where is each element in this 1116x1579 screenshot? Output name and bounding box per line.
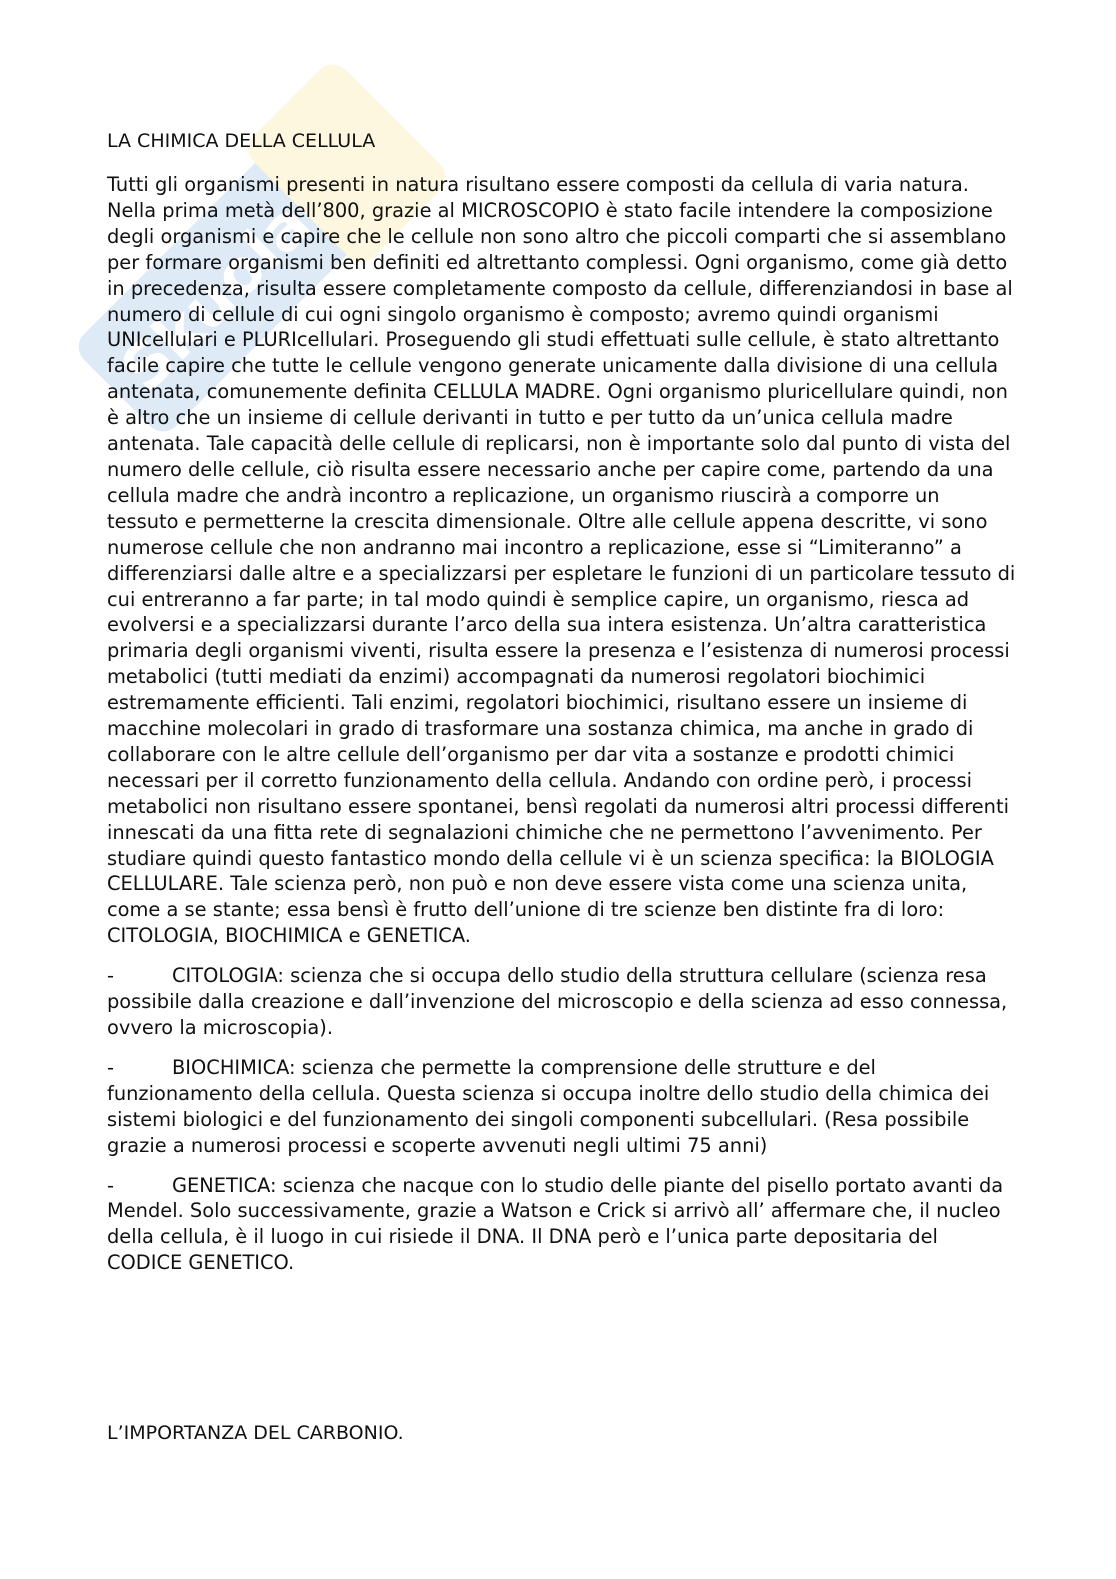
list-item-genetica: [107, 1173, 1017, 1277]
list-item-citologia: [107, 963, 1017, 1041]
bullet-dash: -: [107, 1173, 114, 1197]
intro-paragraph: Tutti gli organismi presenti in natura risultano essere composti da cellula di varia natura. Nella prima metà dell’800, grazie al MICROSCOPIO è stato facile intendere la composizione degli organismi e capire che le cellule non sono altro che piccoli comparti che si assemblano per formare organismi ben definiti ed altrettanto complessi. Ogni organismo, come già detto in precedenza, risulta essere completamente composto da cellule, differenziandosi in base al numero di cellule di cui ogni singolo organismo è composto; avremo quindi organismi UNIcellulari e PLURIcellulari. Proseguendo gli studi effettuati sulle cellule, è stato altrettanto facile capire che tutte le cellule vengono generate unicamente dalla divisione di una cellula antenata, comunemente definita CELLULA MADRE. Ogni organismo pluricellulare quindi, non è altro che un insieme di cellule derivanti in tutto e per tutto da un’unica cellula madre antenata. Tale capacità delle cellule di replicarsi, non è importante solo dal punto di vista del numero delle cellule, ciò risulta essere necessario anche per capire come, partendo da una cellula madre che andrà incontro a replicazione, un organismo riuscirà a comporre un tessuto e permetterne la crescita dimensionale. Oltre alle cellule appena descritte, vi sono numerose cellule che non andranno mai incontro a replicazione, esse si “Limiteranno” a differenziarsi dalle altre e a specializzarsi per espletare le funzioni di un particolare tessuto di cui entreranno a far parte; in tal modo quindi è semplice capire, un organismo, riesca ad evolversi e a specializzarsi durante l’arco della sua intera esistenza. Un’altra caratteristica primaria degli organismi viventi, risulta essere la presenza e l’esistenza di numerosi processi metabolici (tutti mediati da enzimi) accompagnati da numerosi regolatori biochimici estremamente efficienti. Tali enzimi, regolatori biochimici, risultano essere un insieme di macchine molecolari in grado di trasformare una sostanza chimica, ma anche in grado di collaborare con le altre cellule dell’organismo per dar vita a sostanze e prodotti chimici necessari per il corretto funzionamento della cellula. Andando con ordine però, i processi metabolici non risultano essere spontanei, bensì regolati da numerosi altri processi differenti innescati da una fitta rete di segnalazioni chimiche che ne permettono l’avvenimento. Per studiare quindi questo fantastico mondo della cellule vi è un scienza specifica: la BIOLOGIA CELLULARE. Tale scienza però, non può e non deve essere vista come una scienza unita, come a se stante; essa bensì è frutto dell’unione di tre scienze ben distinte fra di loro: CITOLOGIA, BIOCHIMICA e GENETICA.: [107, 173, 1016, 948]
section-heading-carbonio: L’IMPORTANZA DEL CARBONIO.: [107, 1422, 404, 1444]
bullet-list: [107, 963, 1017, 1276]
list-item-biochimica: [107, 1055, 1017, 1159]
bullet-dash: -: [107, 1055, 114, 1079]
bullet-text: GENETICA: scienza che nacque con lo studio delle piante del pisello portato avanti da Mendel. Solo successivamente, grazie a Watson e Crick si arrivò all’ affermare che, il nucleo della cellula, è il luogo in cui risiede il DNA. Il DNA però e l’unica parte depositaria del CODICE GENETICO.: [107, 1173, 1004, 1275]
document-title: LA CHIMICA DELLA CELLULA: [107, 130, 376, 152]
bullet-text: CITOLOGIA: scienza che si occupa dello studio della struttura cellulare (scienza resa possibile dalla creazione e dall’invenzione del microscopio e della scienza ad esso connessa, ovvero la microscopia).: [107, 964, 1008, 1039]
svg-text:Skuola: Skuola: [106, 187, 325, 406]
bullet-dash: -: [107, 964, 114, 988]
document-body: [107, 128, 1017, 1290]
bullet-text: BIOCHIMICA: scienza che permette la comprensione delle strutture e del funzionamento della cellula. Questa scienza si occupa inoltre dello studio della chimica dei sistemi biologici e del funzionamento dei singoli componenti subcellulari. (Resa possibile grazie a numerosi processi e scoperte avvenuti negli ultimi 75 anni): [107, 1055, 990, 1157]
